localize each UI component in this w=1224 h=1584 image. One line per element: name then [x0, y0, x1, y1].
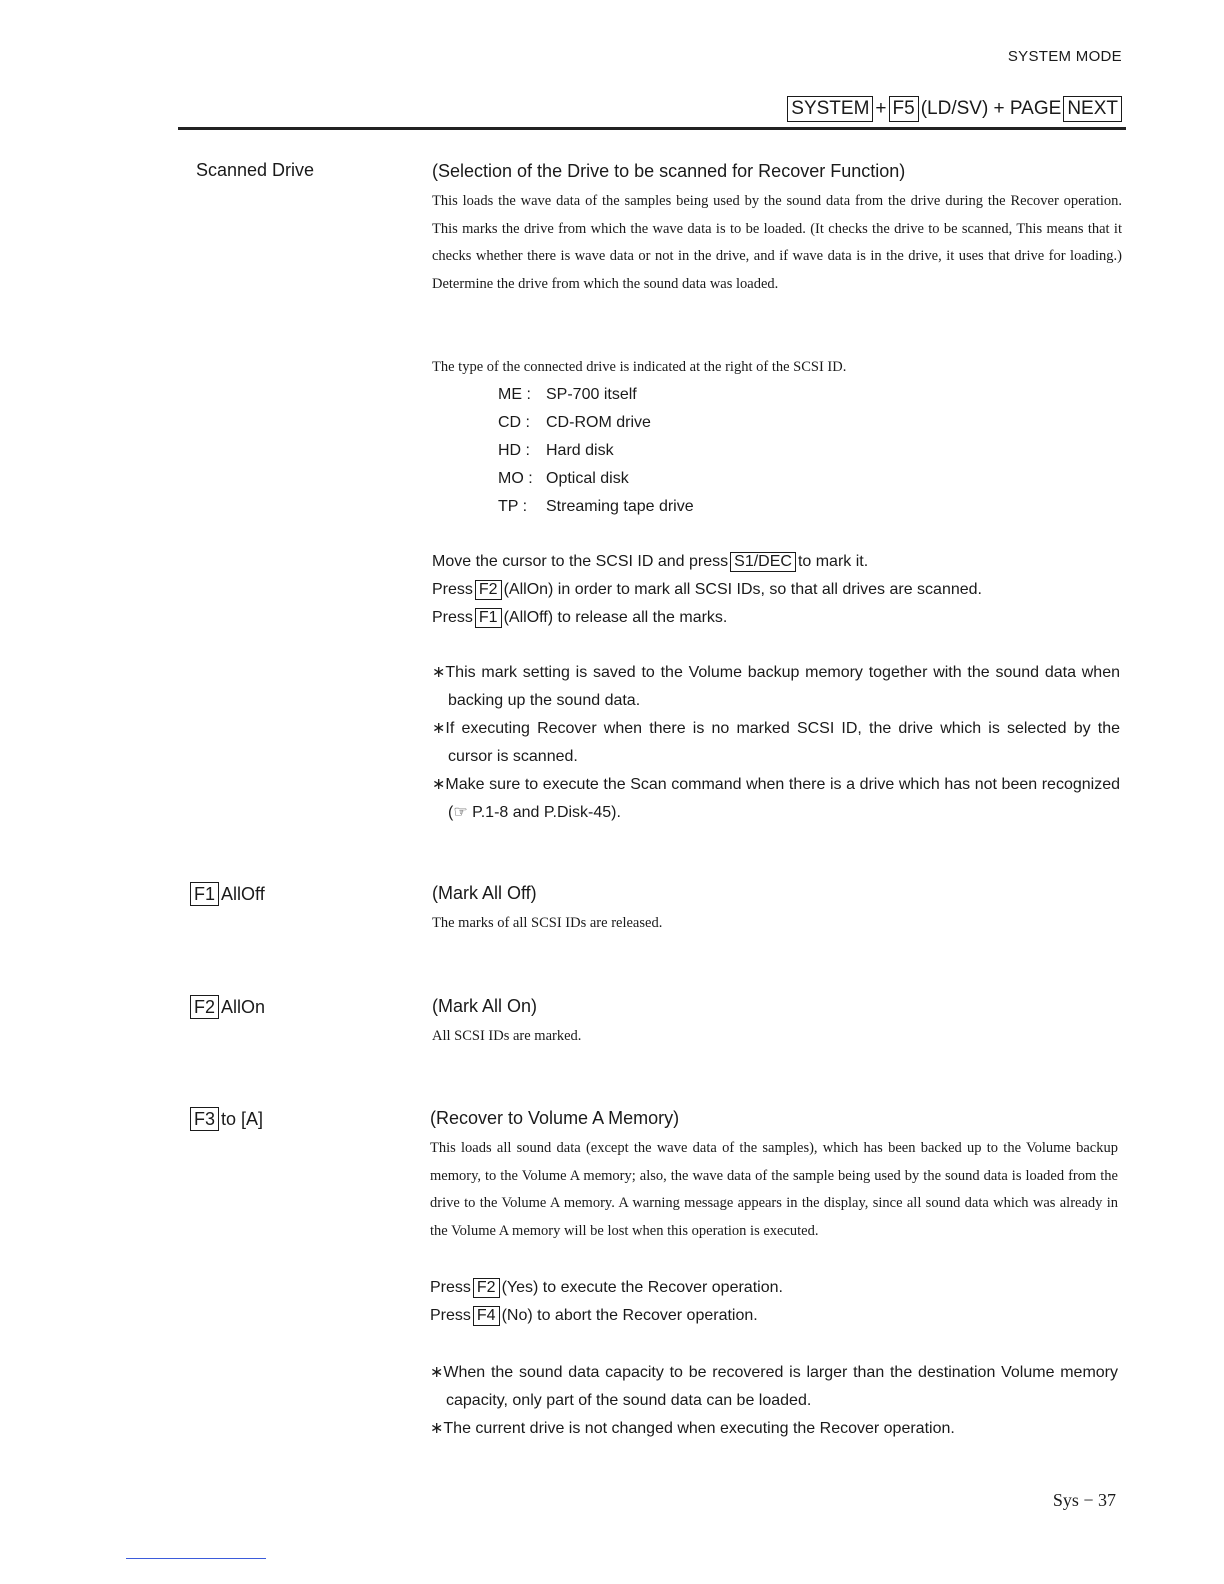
instruction-text: Press: [432, 581, 473, 598]
allon-label-text: AllOn: [221, 997, 266, 1017]
to-a-instructions: [430, 1274, 1118, 1330]
key-path-text: (LD/SV) + PAGE: [920, 98, 1062, 119]
note: ∗This mark setting is saved to the Volume backup memory together with the sound data when backing up the sound data.: [432, 664, 1120, 709]
note-text: P.1-8 and P.Disk-45).: [467, 804, 621, 821]
note: [432, 771, 1120, 827]
drive-code: MO :: [498, 470, 533, 487]
to-a-notes: [430, 1359, 1118, 1443]
scanned-instructions: [432, 548, 1122, 632]
drive-type-row: [498, 409, 694, 437]
allon-label: [190, 995, 265, 1019]
f2-key: F2: [473, 1278, 500, 1298]
to-a-label: [190, 1107, 263, 1131]
drive-type-row: [498, 493, 694, 521]
f2-key: F2: [475, 580, 502, 600]
instruction-text: Press: [430, 1279, 471, 1296]
note: ∗The current drive is not changed when executing the Recover operation.: [430, 1420, 955, 1437]
drive-code: CD :: [498, 414, 530, 431]
running-head: SYSTEM MODE: [1007, 48, 1122, 65]
s1-dec-key: S1/DEC: [730, 552, 796, 572]
f5-key: F5: [889, 96, 919, 122]
page-number: Sys − 37: [1052, 1490, 1116, 1510]
next-key: NEXT: [1063, 96, 1122, 122]
drive-type-list: [498, 381, 694, 521]
drive-desc: Streaming tape drive: [546, 498, 694, 515]
scanned-notes: [432, 659, 1120, 827]
alloff-label: [190, 882, 265, 906]
f1-key: F1: [190, 882, 219, 906]
drive-desc: CD-ROM drive: [546, 414, 651, 431]
drive-code: ME :: [498, 386, 531, 403]
system-key: SYSTEM: [787, 96, 873, 122]
drive-code: TP :: [498, 498, 528, 515]
f3-key: F3: [190, 1107, 219, 1131]
drive-type-row: [498, 437, 694, 465]
f1-key: F1: [475, 608, 502, 628]
note: ∗When the sound data capacity to be recovered is larger than the destination Volume memory capacity, only part of the sound data can be loaded.: [430, 1364, 1118, 1409]
instruction-line: [432, 548, 1122, 576]
to-a-label-text: to [A]: [221, 1109, 264, 1129]
scanned-drive-label: Scanned Drive: [196, 160, 315, 180]
drive-desc: Hard disk: [546, 442, 614, 459]
alloff-label-text: AllOff: [221, 884, 265, 904]
scanned-drive-heading: (Selection of the Drive to be scanned for Recover Function): [432, 161, 906, 181]
pointing-hand-icon: ☞: [453, 804, 468, 821]
note: ∗If executing Recover when there is no marked SCSI ID, the drive which is selected by the cursor is scanned.: [432, 720, 1120, 765]
instruction-line: [432, 576, 1122, 604]
drive-type-intro: The type of the connected drive is indicated at the right of the SCSI ID.: [432, 359, 847, 375]
scanned-drive-body: This loads the wave data of the samples being used by the sound data from the drive during the Recover operation. This marks the drive from which the wave data is to be loaded. (It checks the drive to be scanned, This means that it checks whether there is wave data or not in the drive, and if wave data is in the drive, it uses that drive for loading.) Determine the drive from which the sound data was loaded.: [432, 193, 1122, 292]
instruction-text: Move the cursor to the SCSI ID and press: [432, 553, 729, 570]
drive-desc: SP-700 itself: [546, 386, 637, 403]
instruction-text: (No) to abort the Recover operation.: [501, 1307, 758, 1324]
instruction-line: [432, 604, 1122, 632]
allon-body: All SCSI IDs are marked.: [432, 1028, 582, 1044]
plus-sign: +: [875, 98, 887, 119]
footer-line: [126, 1558, 266, 1559]
instruction-text: Press: [430, 1307, 471, 1324]
allon-heading: (Mark All On): [432, 996, 538, 1016]
to-a-heading: (Recover to Volume A Memory): [430, 1108, 680, 1128]
drive-type-row: [498, 381, 694, 409]
instruction-text: Press: [432, 609, 473, 626]
instruction-text: (AllOff) to release all the marks.: [503, 609, 728, 626]
key-path: [785, 96, 1124, 122]
instruction-text: (AllOn) in order to mark all SCSI IDs, so that all drives are scanned.: [503, 581, 982, 598]
instruction-line: [430, 1274, 1118, 1302]
f4-key: F4: [473, 1306, 500, 1326]
alloff-body: The marks of all SCSI IDs are released.: [432, 915, 663, 931]
to-a-body: This loads all sound data (except the wave data of the samples), which has been backed up to the Volume backup memory, to the Volume A memory; also, the wave data of the sample being used by the sound data is loaded from the drive to the Volume A memory. A warning message appears in the display, since all sound data which was already in the Volume A memory will be lost when this operation is executed.: [430, 1140, 1118, 1239]
drive-type-row: [498, 465, 694, 493]
instruction-text: (Yes) to execute the Recover operation.: [501, 1279, 783, 1296]
alloff-heading: (Mark All Off): [432, 883, 537, 903]
note-text: ∗Make sure to execute the Scan command when there is a drive which has not been recognized (: [432, 776, 1120, 821]
instruction-line: [430, 1302, 1118, 1330]
instruction-text: to mark it.: [797, 553, 869, 570]
drive-code: HD :: [498, 442, 530, 459]
header-rule: [178, 127, 1126, 130]
f2-key: F2: [190, 995, 219, 1019]
drive-desc: Optical disk: [546, 470, 629, 487]
